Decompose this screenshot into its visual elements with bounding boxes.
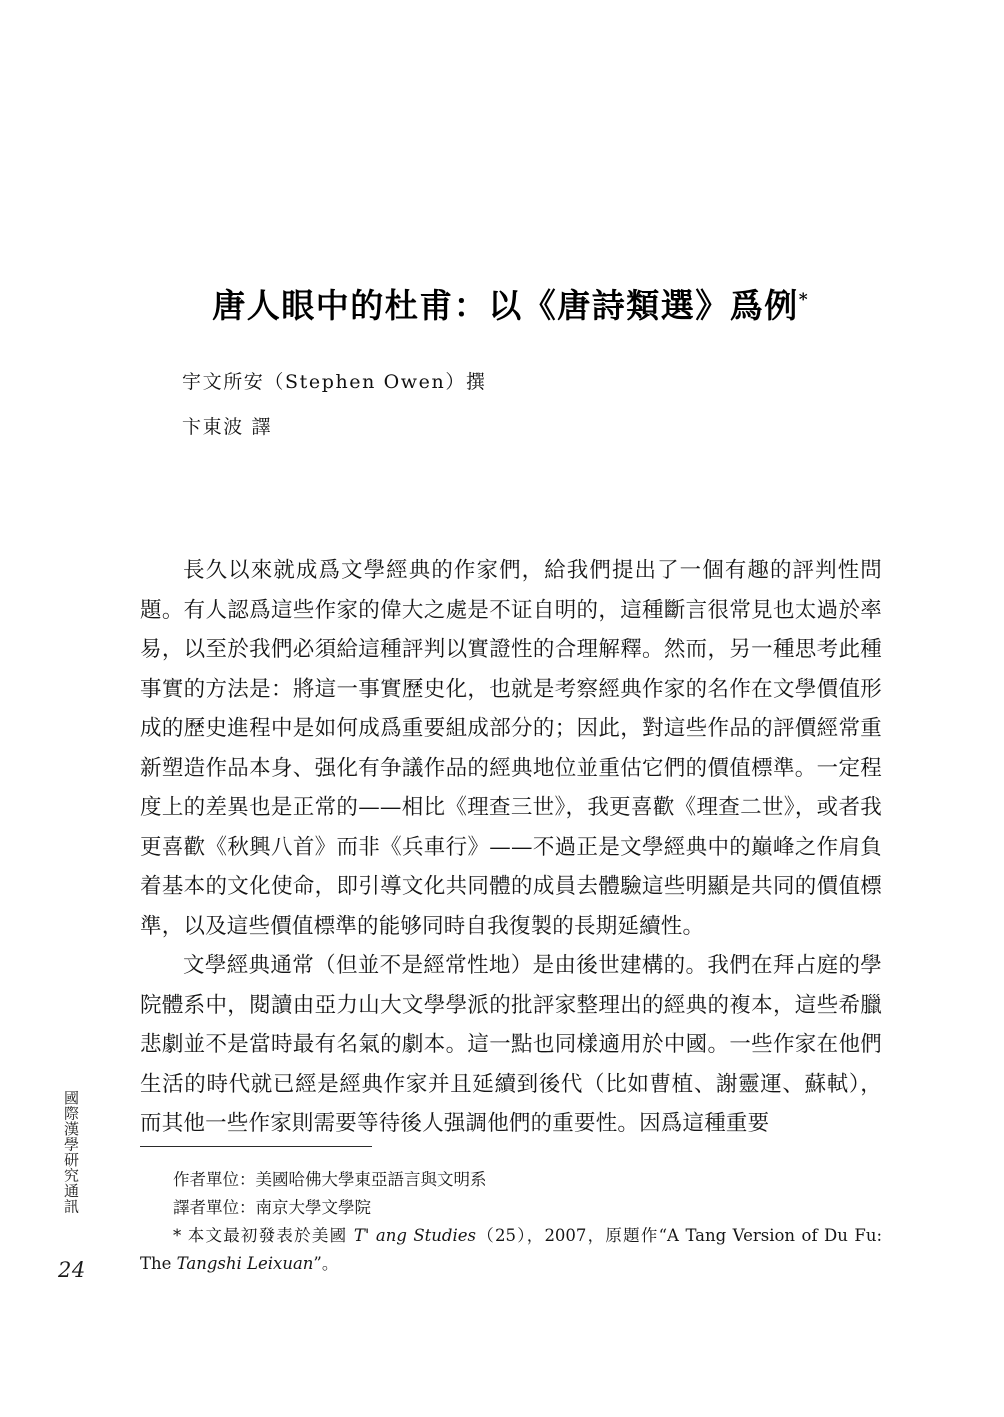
- footnote-journal-name: T' ang Studies: [353, 1226, 477, 1245]
- footnote-block: [140, 1166, 882, 1278]
- byline: [182, 360, 782, 449]
- footnote-translator-affiliation: 譯者單位：南京大學文學院: [173, 1198, 371, 1217]
- footnote-original-title: Tangshi Leixuan: [176, 1254, 314, 1273]
- page-number: 24: [58, 1258, 86, 1282]
- byline-translator: 卞東波 譯: [182, 415, 273, 438]
- footnote-source-middle: （25），2007，原題作“A Tang Version of Du Fu: The: [140, 1226, 882, 1273]
- byline-author: 宇文所安（Stephen Owen）撰: [182, 371, 487, 393]
- footnote-source-note: [140, 1222, 882, 1278]
- footnote-author-affiliation: 作者單位：美國哈佛大學東亞語言與文明系: [173, 1170, 487, 1189]
- body-paragraph: 長久以來就成爲文學經典的作家們，給我們提出了一個有趣的評判性問題。有人認爲這些作家的偉大之處是不证自明的，這種斷言很常見也太過於率易，以至於我們必須給這種評判以實證性的合理解釋。然而，另一種思考此種事實的方法是：將這一事實歷史化，也就是考察經典作家的名作在文學價值形成的歷史進程中是如何成爲重要組成部分的；因此，對這些作品的評價經常重新塑造作品本身、强化有争議作品的經典地位並重估它們的價值標準。一定程度上的差異也是正常的——相比《理查三世》，我更喜歡《理查二世》，或者我更喜歡《秋興八首》而非《兵車行》——不過正是文學經典中的巔峰之作肩負着基本的文化使命，即引導文化共同體的成員去體驗這些明顯是共同的價值標準，以及這些價值標準的能够同時自我復製的長期延續性。: [140, 558, 882, 939]
- running-header-vertical: 國際漢學研究通訊: [62, 1090, 80, 1214]
- body-paragraph: 文學經典通常（但並不是經常性地）是由後世建構的。我們在拜占庭的學院體系中，閱讀由亞力山大文學學派的批評家整理出的經典的複本，這些希臘悲劇並不是當時最有名氣的劇本。這一點也同樣適用於中國。一些作家在他們生活的時代就已經是經典作家并且延續到後代（比如曹植、謝靈運、蘇軾），而其他一些作家則需要等待後人强調他們的重要性。因爲這種重要: [140, 953, 882, 1136]
- footnote-source-prefix: * 本文最初發表於美國: [173, 1226, 354, 1245]
- article-body: [140, 551, 882, 1144]
- title-text: 唐人眼中的杜甫：以《唐詩類選》爲例: [212, 286, 799, 326]
- title-footnote-marker: *: [798, 290, 808, 311]
- footnote-source-suffix: ”。: [313, 1254, 339, 1273]
- footnote-separator-rule: [140, 1146, 372, 1147]
- page-title: [140, 284, 880, 329]
